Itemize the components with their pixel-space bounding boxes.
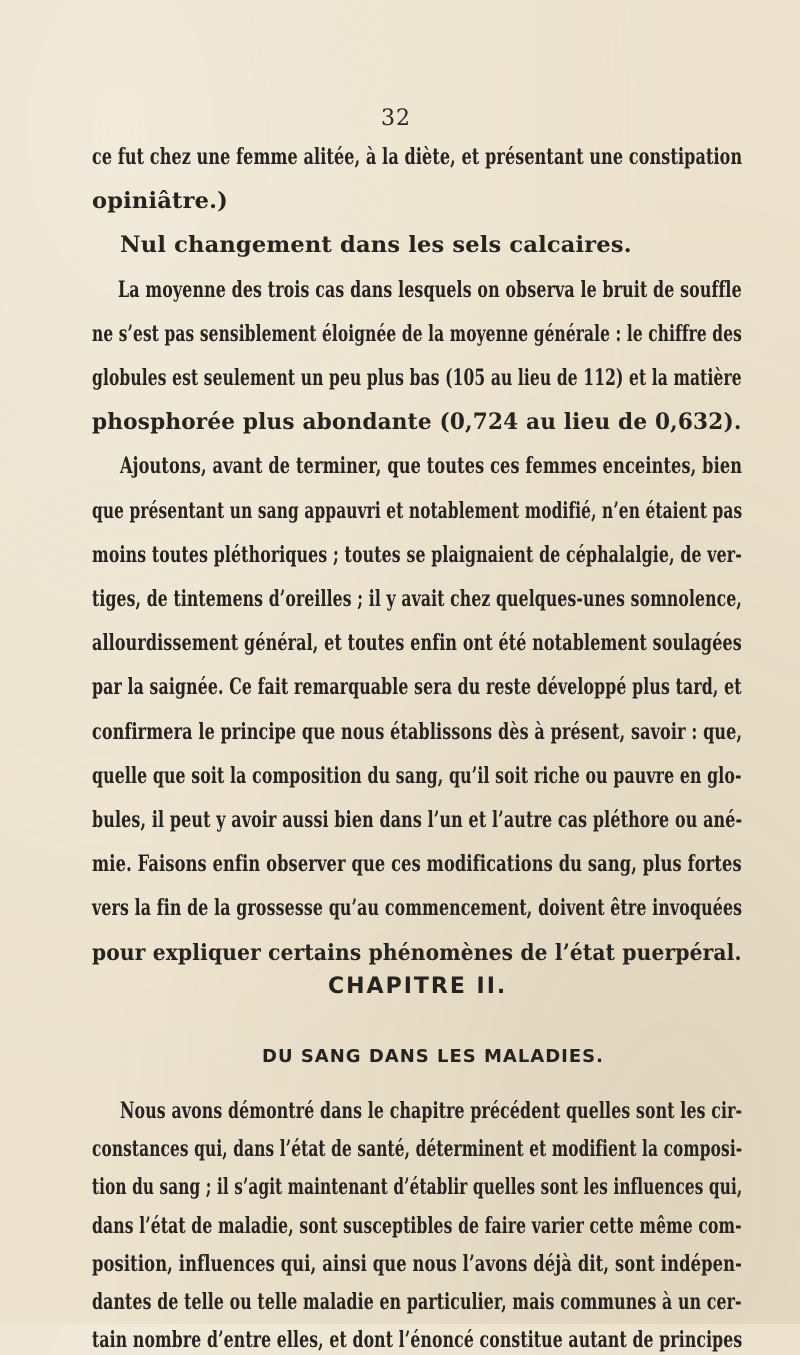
text-line: tion du sang ; il s’agit maintenant d’établir quelles sont les influences qui,	[92, 1174, 743, 1201]
text-line: vers la fin de la grossesse qu’au commencement, doivent être invoquées	[92, 895, 743, 922]
text-line: globules est seulement un peu plus bas (105 au lieu de 112) et la matière	[92, 365, 742, 391]
chapter-title: CHAPITRE II.	[328, 974, 508, 999]
text-line: tain nombre d’entre elles, et dont l’énoncé constitue autant de principes	[92, 1327, 743, 1354]
text-line: tiges, de tintemens d’oreilles ; il y avait chez quelques-unes somnolence,	[92, 586, 743, 612]
text-line: bules, il peut y avoir aussi bien dans l’un et l’autre cas pléthore ou ané-	[92, 807, 743, 833]
text-line: pour expliquer certains phénomènes de l’état puerpéral.	[92, 939, 742, 966]
page-number: 32	[381, 106, 411, 131]
text-line: Nul changement dans les sels calcaires.	[120, 232, 632, 259]
text-line: La moyenne des trois cas dans lesquels on observa le bruit de souffle	[118, 276, 742, 303]
text-line: moins toutes pléthoriques ; toutes se plaignaient de céphalalgie, de ver-	[92, 541, 742, 568]
text-line: mie. Faisons enfin observer que ces modifications du sang, plus fortes	[92, 851, 742, 878]
text-line: Ajoutons, avant de terminer, que toutes ces femmes enceintes, bien	[120, 453, 743, 480]
text-line: opiniâtre.)	[92, 188, 229, 215]
text-line: position, influences qui, ainsi que nous l’avons déjà dit, sont indépen-	[92, 1250, 743, 1277]
text-line: confirmera le principe que nous établissons dès à présent, savoir : que,	[92, 718, 743, 745]
section-title: DU SANG DANS LES MALADIES.	[262, 1046, 604, 1067]
text-line: dans l’état de maladie, sont susceptibles de faire varier cette même com-	[92, 1212, 742, 1239]
text-line: Nous avons démontré dans le chapitre précédent quelles sont les cir-	[120, 1098, 743, 1124]
text-line: allourdissement général, et toutes enfin ont été notablement soulagées	[92, 630, 742, 657]
text-line: ne s’est pas sensiblement éloignée de la moyenne générale : le chiffre des	[92, 320, 742, 347]
text-line: ce fut chez une femme alitée, à la diète, et présentant une constipation	[92, 144, 743, 170]
text-line: par la saignée. Ce fait remarquable sera du reste développé plus tard, et	[92, 674, 742, 701]
text-line: quelle que soit la composition du sang, qu’il soit riche ou pauvre en glo-	[92, 762, 742, 789]
text-line: phosphorée plus abondante (0,724 au lieu de 0,632).	[92, 409, 742, 436]
text-line: constances qui, dans l’état de santé, déterminent et modifient la composi-	[92, 1136, 743, 1163]
text-line: que présentant un sang appauvri et notablement modifié, n’en étaient pas	[92, 497, 743, 524]
text-line: dantes de telle ou telle maladie en particulier, mais communes à un cer-	[92, 1289, 742, 1315]
